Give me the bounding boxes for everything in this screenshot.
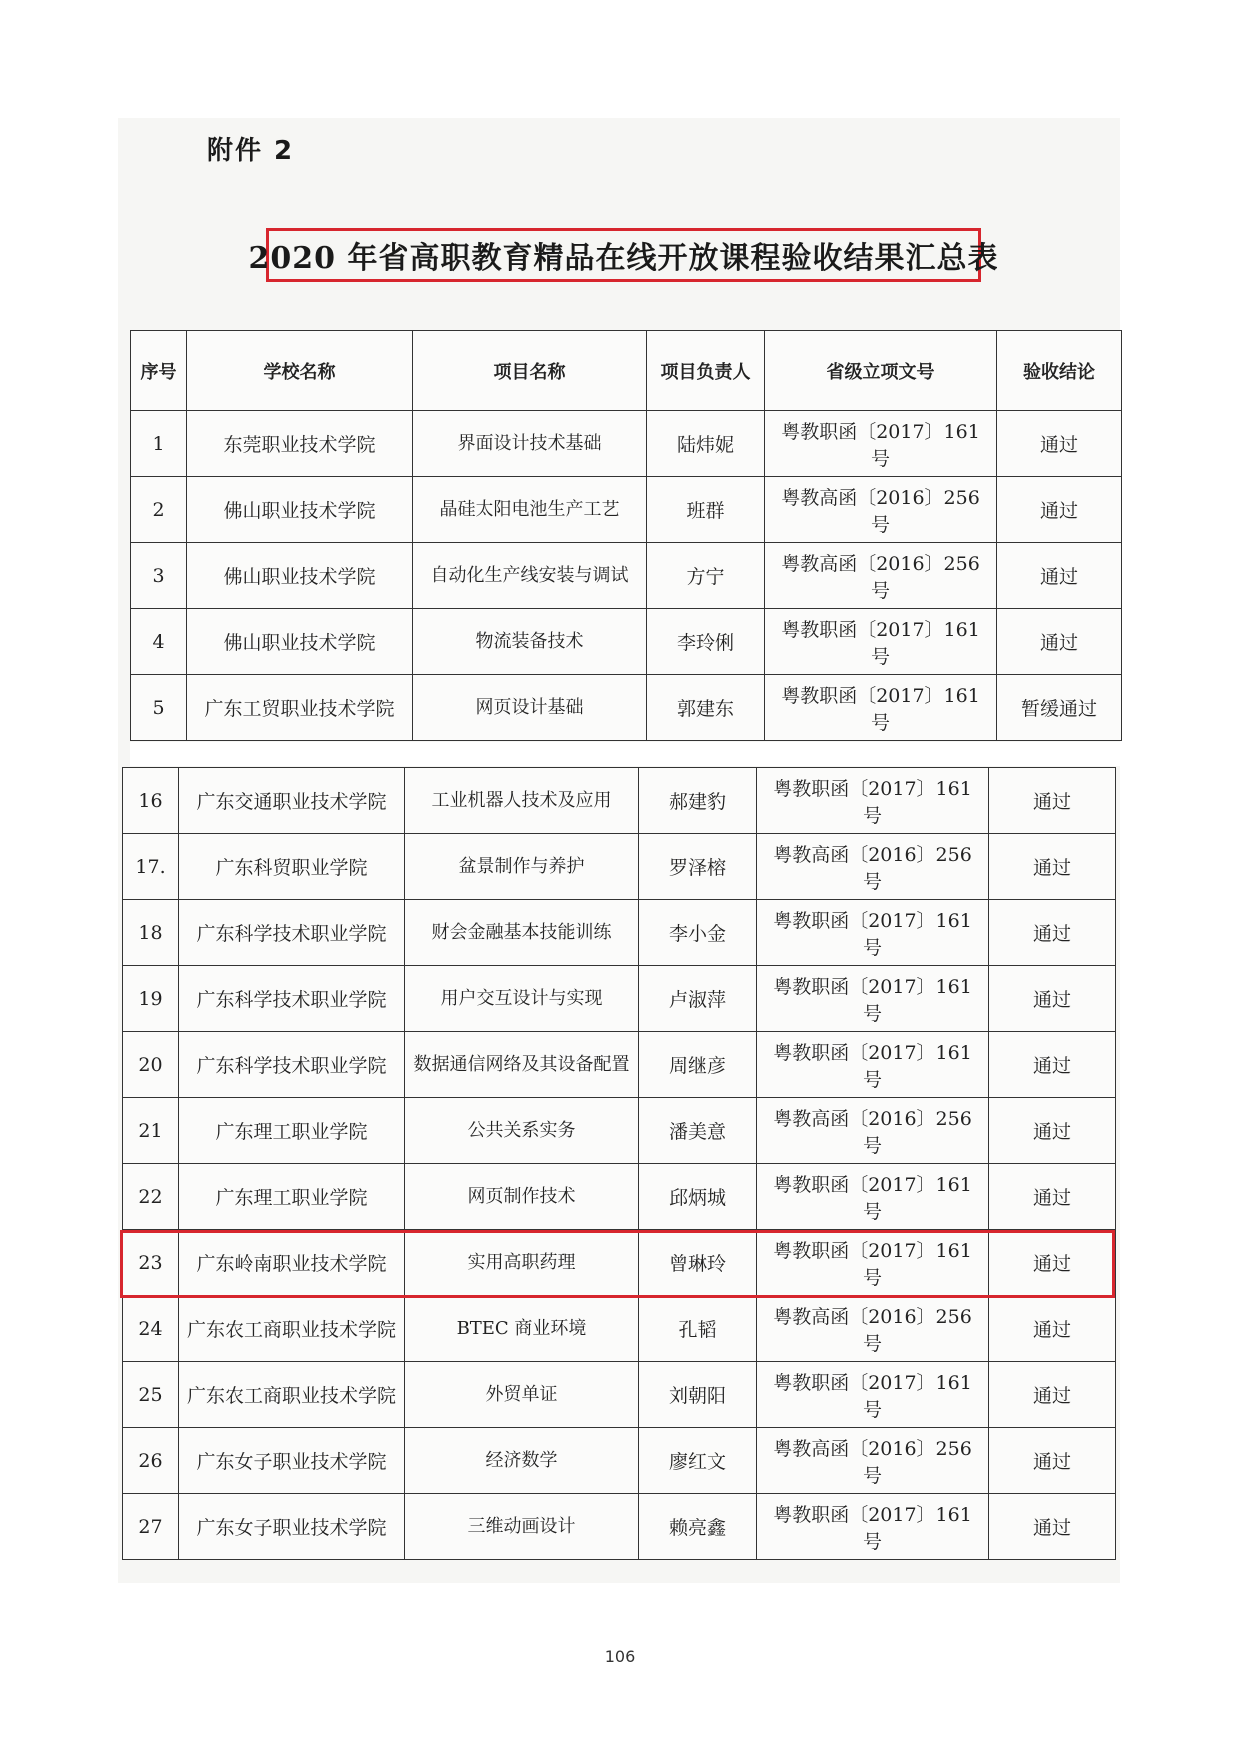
project-leader: 方宁 <box>647 543 765 609</box>
table-header-row <box>131 331 1122 411</box>
approval-doc-number: 粤教职函〔2017〕161 号 <box>757 768 989 834</box>
project-name: 物流装备技术 <box>413 609 647 675</box>
school-name: 佛山职业技术学院 <box>187 609 413 675</box>
document-title: 2020 年省高职教育精品在线开放课程验收结果汇总表 <box>248 241 999 276</box>
row-number: 20 <box>123 1032 179 1098</box>
school-name: 佛山职业技术学院 <box>187 477 413 543</box>
row-number: 16 <box>123 768 179 834</box>
project-leader: 李玲俐 <box>647 609 765 675</box>
acceptance-result: 通过 <box>997 411 1122 477</box>
table-row <box>123 1296 1116 1362</box>
results-table-top <box>130 330 1122 741</box>
project-name: 网页制作技术 <box>405 1164 639 1230</box>
project-leader: 赖亮鑫 <box>639 1494 757 1560</box>
project-name: 晶硅太阳电池生产工艺 <box>413 477 647 543</box>
acceptance-result: 通过 <box>997 477 1122 543</box>
school-name: 广东农工商职业技术学院 <box>179 1362 405 1428</box>
row-number: 27 <box>123 1494 179 1560</box>
project-leader: 廖红文 <box>639 1428 757 1494</box>
school-name: 广东女子职业技术学院 <box>179 1494 405 1560</box>
project-name: 盆景制作与养护 <box>405 834 639 900</box>
approval-doc-number: 粤教职函〔2017〕161 号 <box>757 900 989 966</box>
approval-doc-number: 粤教职函〔2017〕161 号 <box>757 1230 989 1296</box>
project-name: 经济数学 <box>405 1428 639 1494</box>
row-number: 1 <box>131 411 187 477</box>
project-leader: 卢淑萍 <box>639 966 757 1032</box>
acceptance-result: 通过 <box>989 834 1116 900</box>
row-number: 17. <box>123 834 179 900</box>
approval-doc-number: 粤教职函〔2017〕161 号 <box>765 411 997 477</box>
school-name: 广东岭南职业技术学院 <box>179 1230 405 1296</box>
table-row <box>123 834 1116 900</box>
project-leader: 郝建豹 <box>639 768 757 834</box>
project-name: 网页设计基础 <box>413 675 647 741</box>
project-name: 自动化生产线安装与调试 <box>413 543 647 609</box>
project-name: 三维动画设计 <box>405 1494 639 1560</box>
row-number: 19 <box>123 966 179 1032</box>
school-name: 广东工贸职业技术学院 <box>187 675 413 741</box>
approval-doc-number: 粤教高函〔2016〕256 号 <box>757 1098 989 1164</box>
school-name: 广东科贸职业学院 <box>179 834 405 900</box>
project-name: 公共关系实务 <box>405 1098 639 1164</box>
header-cell: 学校名称 <box>187 331 413 411</box>
project-leader: 刘朝阳 <box>639 1362 757 1428</box>
row-number: 3 <box>131 543 187 609</box>
acceptance-result: 通过 <box>989 1032 1116 1098</box>
approval-doc-number: 粤教高函〔2016〕256 号 <box>757 834 989 900</box>
project-leader: 陆炜妮 <box>647 411 765 477</box>
school-name: 东莞职业技术学院 <box>187 411 413 477</box>
approval-doc-number: 粤教职函〔2017〕161 号 <box>757 1362 989 1428</box>
school-name: 广东农工商职业技术学院 <box>179 1296 405 1362</box>
row-number: 5 <box>131 675 187 741</box>
table-row <box>123 1032 1116 1098</box>
project-leader: 郭建东 <box>647 675 765 741</box>
row-number: 4 <box>131 609 187 675</box>
header-cell: 验收结论 <box>997 331 1122 411</box>
row-number: 21 <box>123 1098 179 1164</box>
row-number: 2 <box>131 477 187 543</box>
approval-doc-number: 粤教职函〔2017〕161 号 <box>757 1032 989 1098</box>
project-leader: 孔韬 <box>639 1296 757 1362</box>
acceptance-result: 通过 <box>997 609 1122 675</box>
project-name: 数据通信网络及其设备配置 <box>405 1032 639 1098</box>
table-row <box>123 1494 1116 1560</box>
approval-doc-number: 粤教职函〔2017〕161 号 <box>757 1164 989 1230</box>
table-row <box>123 768 1116 834</box>
table-row <box>123 1164 1116 1230</box>
approval-doc-number: 粤教职函〔2017〕161 号 <box>757 1494 989 1560</box>
approval-doc-number: 粤教职函〔2017〕161 号 <box>765 609 997 675</box>
project-leader: 周继彦 <box>639 1032 757 1098</box>
school-name: 广东理工职业学院 <box>179 1164 405 1230</box>
project-leader: 班群 <box>647 477 765 543</box>
project-name: 财会金融基本技能训练 <box>405 900 639 966</box>
attachment-label: 附件 2 <box>207 136 295 166</box>
project-name: 工业机器人技术及应用 <box>405 768 639 834</box>
project-name: 界面设计技术基础 <box>413 411 647 477</box>
acceptance-result: 通过 <box>989 768 1116 834</box>
approval-doc-number: 粤教高函〔2016〕256 号 <box>765 477 997 543</box>
row-number: 23 <box>123 1230 179 1296</box>
approval-doc-number: 粤教职函〔2017〕161 号 <box>757 966 989 1032</box>
project-leader: 邱炳城 <box>639 1164 757 1230</box>
table-row <box>123 1428 1116 1494</box>
project-name: 用户交互设计与实现 <box>405 966 639 1032</box>
results-table-bottom <box>122 767 1116 1560</box>
school-name: 广东女子职业技术学院 <box>179 1428 405 1494</box>
project-name: BTEC 商业环境 <box>405 1296 639 1362</box>
school-name: 广东科学技术职业学院 <box>179 966 405 1032</box>
page-number: 106 <box>604 1647 636 1666</box>
acceptance-result: 通过 <box>989 1164 1116 1230</box>
table-row <box>131 411 1122 477</box>
approval-doc-number: 粤教高函〔2016〕256 号 <box>757 1296 989 1362</box>
project-leader: 李小金 <box>639 900 757 966</box>
table-row <box>123 900 1116 966</box>
project-leader: 罗泽榕 <box>639 834 757 900</box>
acceptance-result: 通过 <box>989 1296 1116 1362</box>
school-name: 广东科学技术职业学院 <box>179 1032 405 1098</box>
row-number: 26 <box>123 1428 179 1494</box>
row-number: 18 <box>123 900 179 966</box>
row-number: 24 <box>123 1296 179 1362</box>
table-row <box>123 1362 1116 1428</box>
school-name: 广东理工职业学院 <box>179 1098 405 1164</box>
header-cell: 项目名称 <box>413 331 647 411</box>
project-name: 外贸单证 <box>405 1362 639 1428</box>
header-cell: 项目负责人 <box>647 331 765 411</box>
project-name: 实用高职药理 <box>405 1230 639 1296</box>
header-cell: 序号 <box>131 331 187 411</box>
table-row <box>131 609 1122 675</box>
acceptance-result: 通过 <box>989 1428 1116 1494</box>
table-row <box>131 543 1122 609</box>
acceptance-result: 通过 <box>989 1230 1116 1296</box>
acceptance-result: 通过 <box>989 900 1116 966</box>
school-name: 广东科学技术职业学院 <box>179 900 405 966</box>
table-row <box>131 477 1122 543</box>
table-row <box>123 1098 1116 1164</box>
title-highlight-box <box>248 228 999 282</box>
school-name: 广东交通职业技术学院 <box>179 768 405 834</box>
header-cell: 省级立项文号 <box>765 331 997 411</box>
approval-doc-number: 粤教高函〔2016〕256 号 <box>765 543 997 609</box>
project-leader: 曾琳玲 <box>639 1230 757 1296</box>
scan-cut-gap <box>130 742 1121 766</box>
acceptance-result: 通过 <box>997 543 1122 609</box>
approval-doc-number: 粤教职函〔2017〕161 号 <box>765 675 997 741</box>
school-name: 佛山职业技术学院 <box>187 543 413 609</box>
row-number: 22 <box>123 1164 179 1230</box>
table-row <box>123 1230 1116 1296</box>
acceptance-result: 通过 <box>989 1098 1116 1164</box>
acceptance-result: 通过 <box>989 1362 1116 1428</box>
acceptance-result: 通过 <box>989 966 1116 1032</box>
acceptance-result: 暂缓通过 <box>997 675 1122 741</box>
acceptance-result: 通过 <box>989 1494 1116 1560</box>
row-number: 25 <box>123 1362 179 1428</box>
project-leader: 潘美意 <box>639 1098 757 1164</box>
approval-doc-number: 粤教高函〔2016〕256 号 <box>757 1428 989 1494</box>
table-row <box>123 966 1116 1032</box>
table-row <box>131 675 1122 741</box>
